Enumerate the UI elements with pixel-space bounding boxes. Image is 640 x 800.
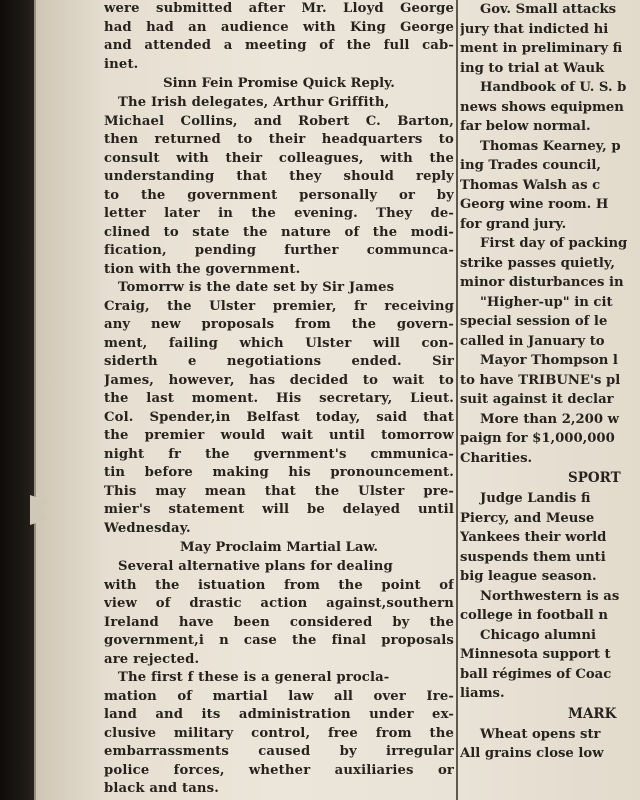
text-line: news shows equipmen <box>460 99 624 115</box>
text-line: inet. <box>104 56 139 72</box>
text-line: Ireland have been considered by the <box>104 614 454 630</box>
section-heading: Sinn Fein Promise Quick Reply. <box>163 76 395 91</box>
text-line: mation of martial law all over Ire- <box>104 688 454 704</box>
right-news-summary-column <box>460 0 640 800</box>
text-line: with the istuation from the point of <box>104 577 454 593</box>
text-line: then returned to their headquarters to <box>104 132 454 147</box>
text-line: Chicago alumni <box>480 627 596 643</box>
text-line: tin before making his pronouncement. <box>104 465 454 480</box>
text-line: ball régimes of Coac <box>460 666 612 682</box>
text-line: ing Trades council, <box>460 158 602 173</box>
text-line: suit against it declar <box>460 392 614 407</box>
section-heading: MARK <box>568 705 617 722</box>
text-line: Northwestern is as <box>480 588 620 604</box>
column-rule <box>456 0 458 800</box>
text-line: Handbook of U. S. b <box>480 80 627 95</box>
text-line: paign for $1,000,000 <box>460 431 615 446</box>
text-line: far below normal. <box>460 119 591 134</box>
text-line: view of drastic action against,southern <box>104 596 454 611</box>
text-line: understanding that they should reply <box>104 169 454 184</box>
text-line: The Irish delegates, Arthur Griffith, <box>118 95 390 110</box>
text-line: The first f these is a general procla- <box>118 670 390 685</box>
text-line: Several alternative plans for dealing <box>118 559 393 574</box>
text-line: strike passes quietly, <box>460 255 615 271</box>
text-line: Craig, the Ulster premier, fr receiving <box>104 298 454 314</box>
text-line: ment in preliminary fi <box>460 41 623 56</box>
section-heading: SPORT <box>568 470 621 486</box>
text-line: fication, pending further communca- <box>104 243 454 258</box>
text-line: Michael Collins, and Robert C. Barton, <box>104 113 454 129</box>
text-line: the last moment. His secretary, Lieut. <box>104 391 454 406</box>
text-line: siderth e negotiations ended. Sir <box>104 354 454 369</box>
text-line: James, however, has decided to wait to <box>104 372 454 388</box>
left-article-column <box>104 0 454 800</box>
text-line: minor disturbances in <box>460 275 624 290</box>
text-line: Thomas Kearney, p <box>480 138 621 154</box>
text-line: Col. Spender,in Belfast today, said that <box>104 409 454 425</box>
text-line: Gov. Small attacks <box>480 2 617 17</box>
text-line: Judge Landis fi <box>480 491 591 506</box>
text-line: First day of packing <box>480 236 628 251</box>
text-line: suspends them unti <box>460 549 606 565</box>
text-line: Tomorrw is the date set by Sir James <box>118 280 395 295</box>
text-line: Yankees their world <box>460 530 607 545</box>
text-line: ment, failing which Ulster will con- <box>104 335 454 351</box>
text-line: to the government personally or by <box>104 187 454 203</box>
text-line: consult with their colleagues, with the <box>104 150 454 166</box>
text-line: This may mean that the Ulster pre- <box>104 483 454 499</box>
text-line: land and its administration under ex- <box>104 707 454 722</box>
text-line: Charities. <box>460 450 533 466</box>
text-line: mier's statement will be delayed until <box>104 502 454 517</box>
text-line: tion with the government. <box>104 261 301 277</box>
text-line: letter later in the evening. They de- <box>104 206 454 221</box>
text-line: embarrassments caused by irregular <box>104 744 454 759</box>
text-line: Thomas Walsh as c <box>460 177 601 193</box>
text-line: jury that indicted hi <box>460 21 609 37</box>
text-line: government,i n case the final proposals <box>104 633 454 648</box>
text-line: clusive military control, free from the <box>104 725 454 741</box>
text-line: called in January to <box>460 333 605 349</box>
text-line: police forces, whether auxiliaries or <box>104 762 454 778</box>
text-line: night fr the gvernment's cmmunica- <box>104 446 454 462</box>
text-line: Minnesota support t <box>460 647 611 662</box>
text-line: "Higher-up" in cit <box>480 294 613 310</box>
text-line: special session of le <box>460 314 608 329</box>
text-line: clined to state the nature of the modi- <box>104 224 454 240</box>
text-line: any new proposals from the govern- <box>104 317 454 332</box>
text-line: Piercy, and Meuse <box>460 510 595 526</box>
text-line: are rejected. <box>104 651 200 667</box>
text-line: and attended a meeting of the full cab- <box>104 38 454 53</box>
text-line: were submitted after Mr. Lloyd George <box>104 1 454 16</box>
text-line: Mayor Thompson l <box>480 353 618 368</box>
text-line: Wednesday. <box>104 520 191 536</box>
text-line: the premier would wait until tomorrow <box>104 428 454 443</box>
text-line: big league season. <box>460 569 597 584</box>
text-line: All grains close low <box>460 746 604 761</box>
text-line: liams. <box>460 686 505 701</box>
text-line: ing to trial at Wauk <box>460 60 605 76</box>
text-line: college in football n <box>460 608 608 623</box>
text-line: Georg wine room. H <box>460 197 609 212</box>
text-line: More than 2,200 w <box>480 411 619 427</box>
text-line: had had an audience with King George <box>104 19 454 35</box>
text-line: black and tans. <box>104 781 219 796</box>
text-line: Wheat opens str <box>480 726 601 742</box>
text-line: for grand jury. <box>460 216 567 232</box>
text-line: to have TRIBUNE's pl <box>460 372 621 388</box>
section-heading: May Proclaim Martial Law. <box>180 540 378 555</box>
